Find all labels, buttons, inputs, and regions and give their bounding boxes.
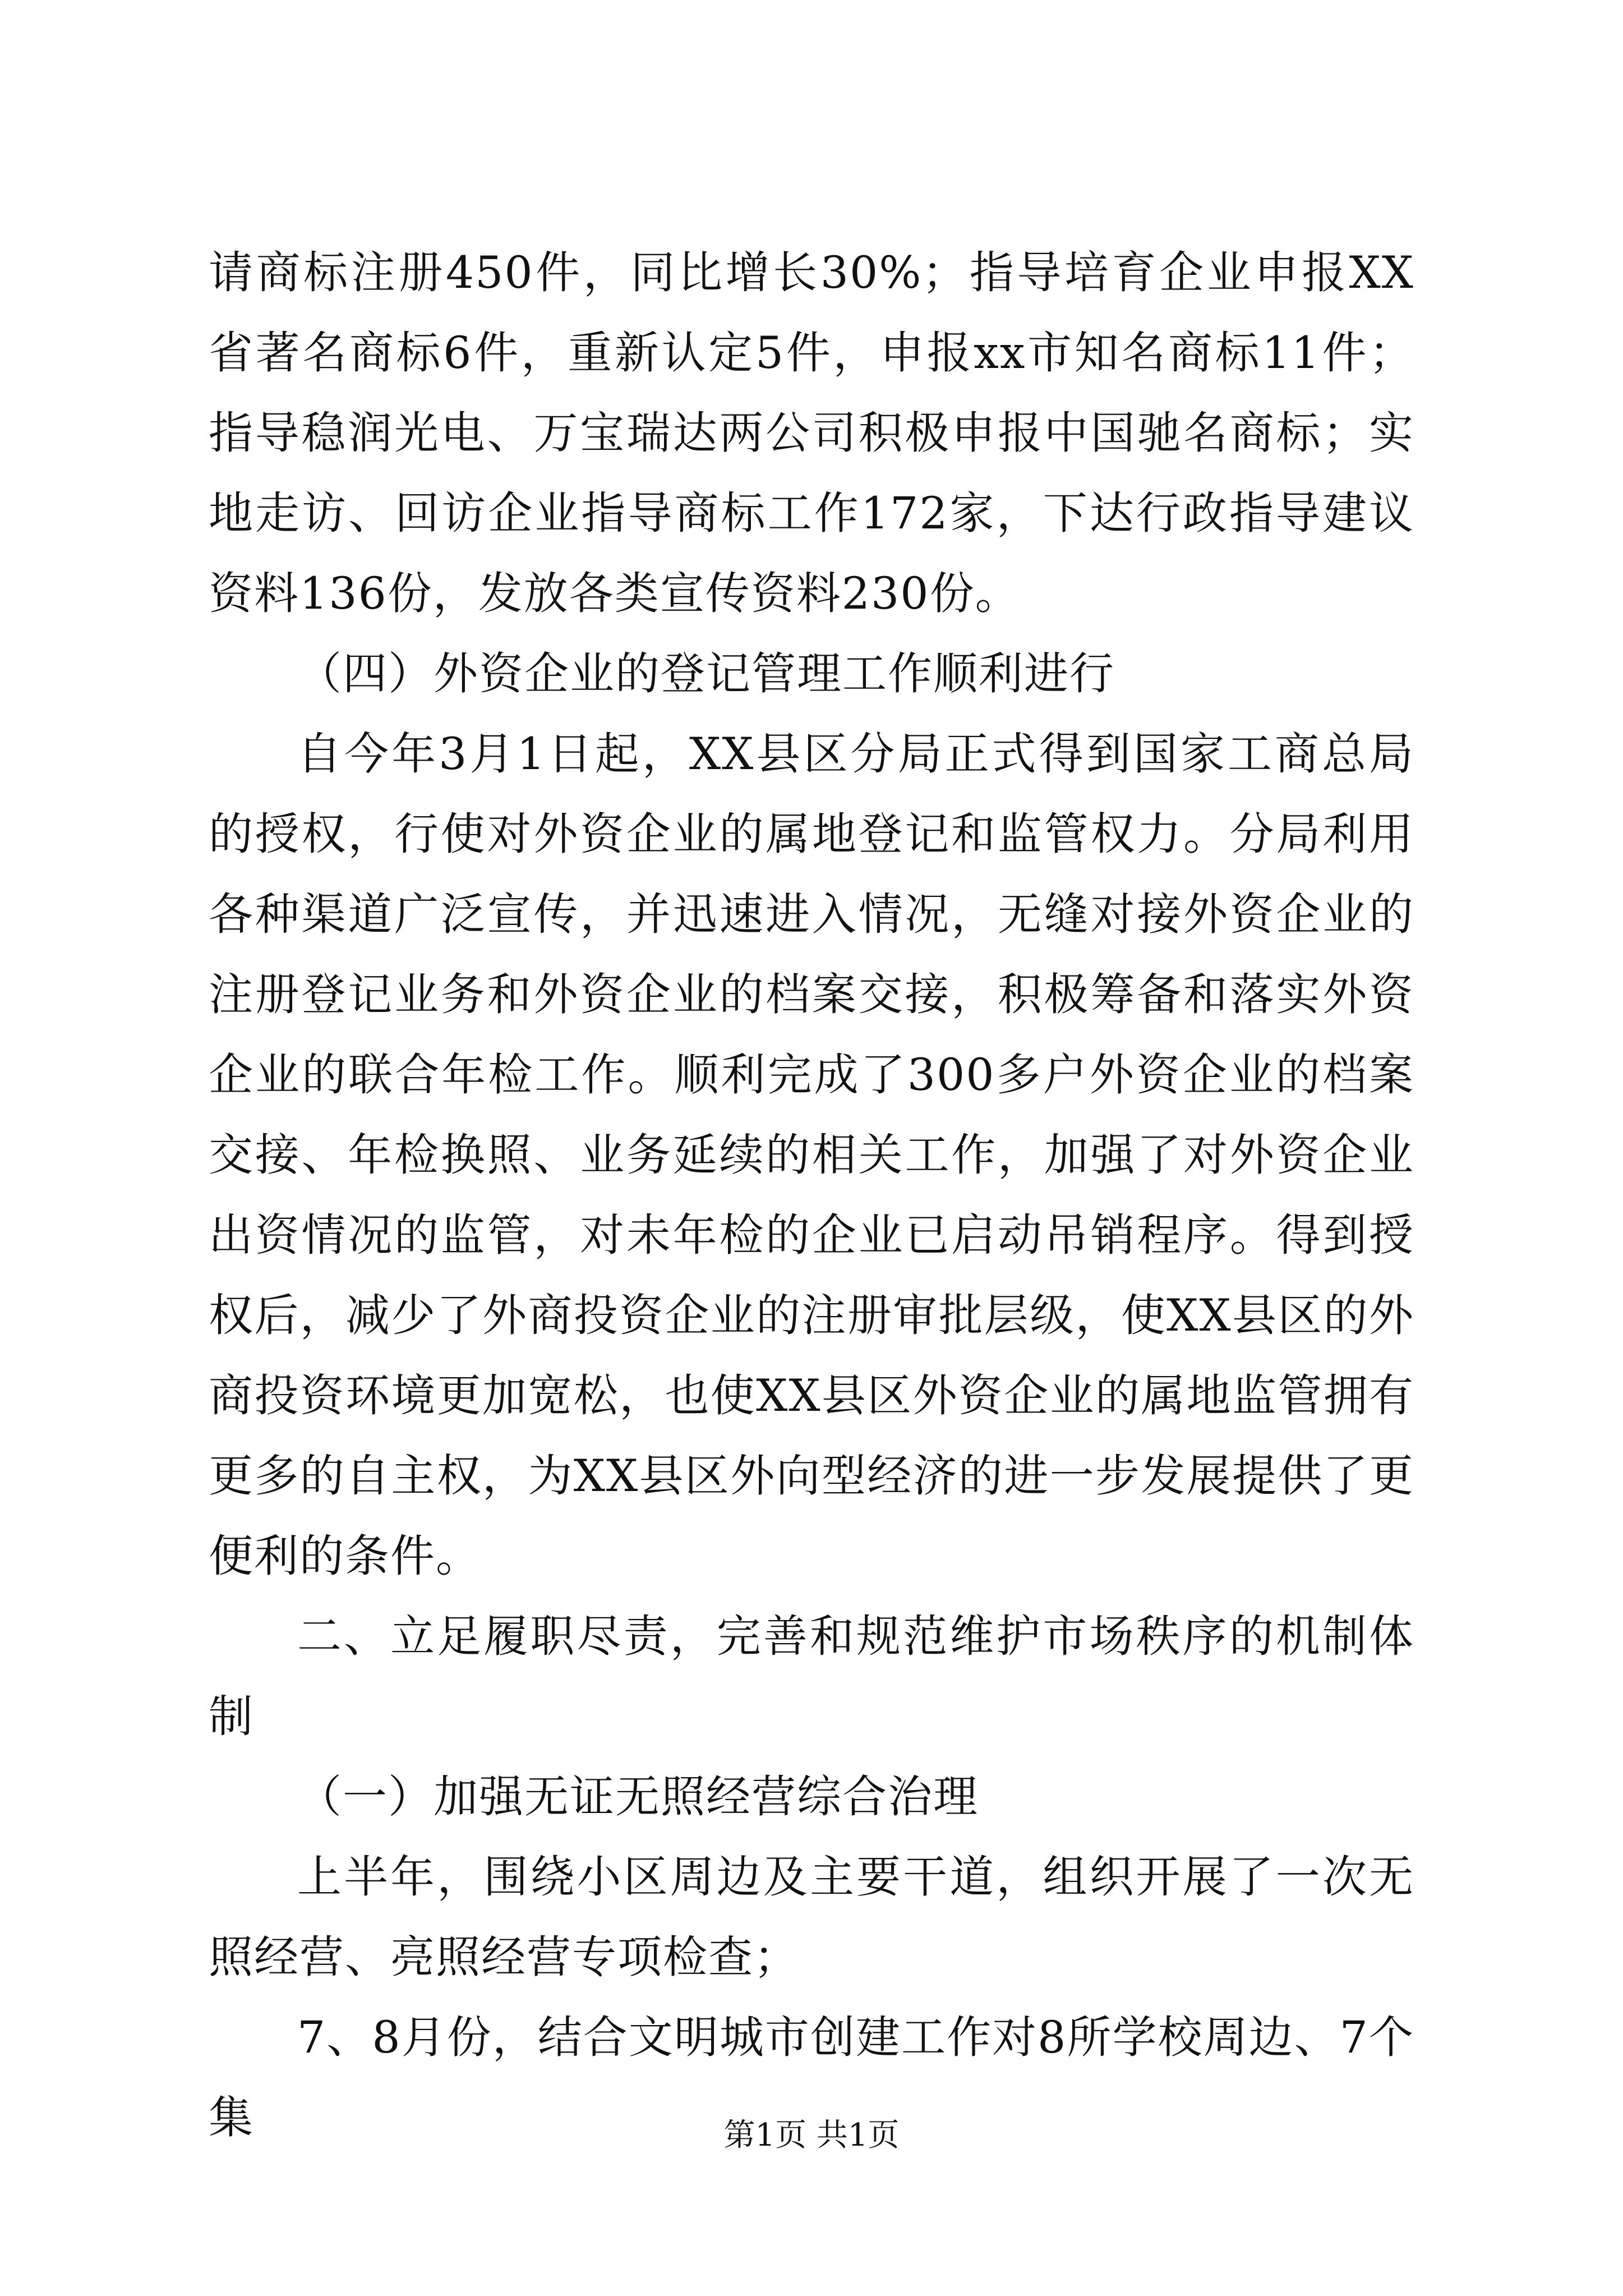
heading-unlicensed-business-governance: （一）加强无证无照经营综合治理	[297, 1771, 979, 1823]
heading-foreign-enterprise-registration: （四）外资企业的登记管理工作顺利进行	[297, 648, 1115, 700]
paragraph-foreign-enterprise-authorization: 自今年3月1日起，XX县区分局正式得到国家工商总局的授权，行使对外资企业的属地登记和监管权力。分局利用各种渠道广泛宣传，并迅速进入情况，无缝对接外资企业的注册登记业务和外资企业的档案交接，积极筹备和落实外资企业的联合年检工作。顺利完成了300多户外资企业的档案交接、年检换照、业务延续的相关工作，加强了对外资企业出资情况的监管，对未年检的企业已启动吊销程序。得到授权后，减少了外商投资企业的注册审批层级，使XX县区的外商投资环境更加宽松，也使XX县区外资企业的属地监管拥有更多的自主权，为XX县区外向型经济的进一步发展提供了更便利的条件。	[209, 728, 1414, 1582]
paragraph-first-half-inspection: 上半年，围绕小区周边及主要干道，组织开展了一次无照经营、亮照经营专项检查；	[209, 1851, 1414, 1983]
heading-market-order-mechanism: 二、立足履职尽责，完善和规范维护市场秩序的机制体制	[209, 1611, 1414, 1742]
paragraph-july-august-campaign: 7、8月份，结合文明城市创建工作对8所学校周边、7个集	[209, 2012, 1414, 2143]
document-body	[209, 233, 1414, 2158]
paragraph-trademark-registration: 请商标注册450件，同比增长30%；指导培育企业申报XX省著名商标6件，重新认定5件，申报xx市知名商标11件；指导稳润光电、万宝瑞达两公司积极申报中国驰名商标；实地走访、回访企业指导商标工作172家，下达行政指导建议资料136份，发放各类宣传资料230份。	[209, 247, 1414, 619]
page-footer: 第1页 共1页	[723, 2117, 900, 2154]
